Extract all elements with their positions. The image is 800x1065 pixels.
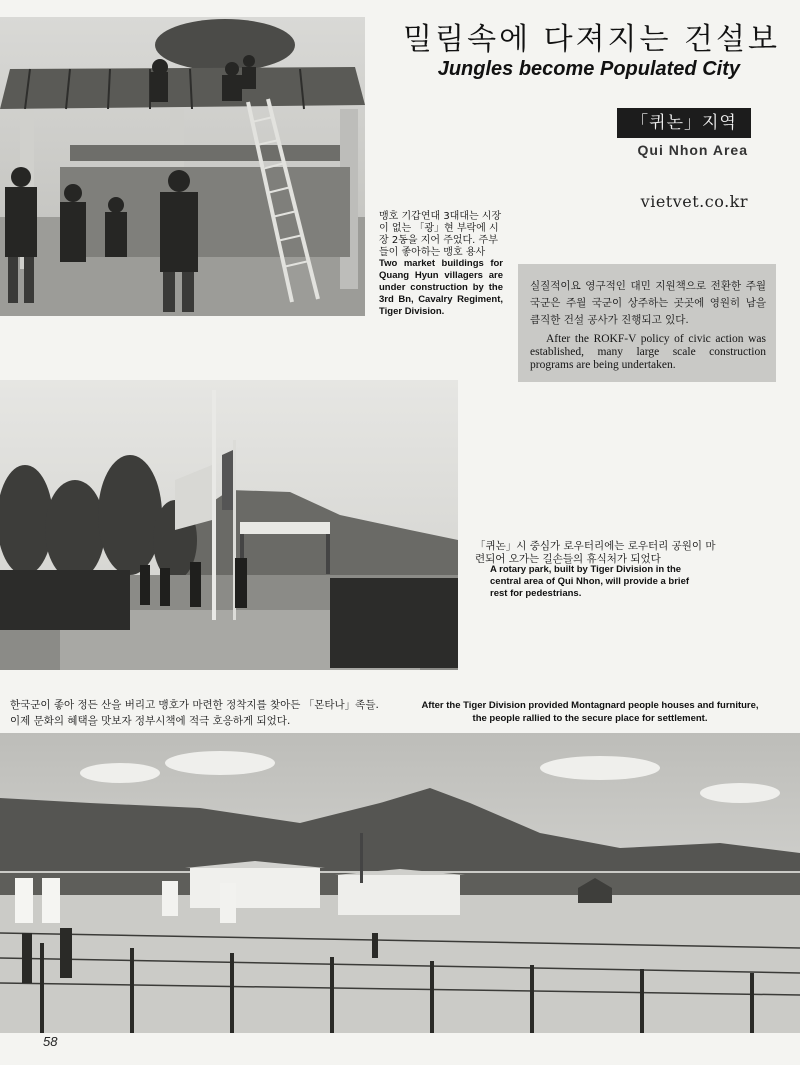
area-subtitle: Qui Nhon Area (637, 142, 748, 158)
caption-market-korean: 맹호 기갑연대 3대대는 시장이 없는 「광」현 부락에 시장 2동을 지어 주었다. 주부들이 좋아하는 맹호 용사 (379, 211, 502, 258)
caption-market-english: Two market buildings for Quang Hyun villagers are under construction by the 3rd Bn, Cavalry Regiment, Tiger Division. (379, 258, 503, 317)
site-watermark: vietvet.co.kr (640, 192, 748, 211)
caption-rotary-korean: 「퀴논」시 중심가 로우터리에는 로우터리 공원이 마련되어 오가는 길손들의 휴식처가 되었다 (475, 540, 716, 565)
photo-rotary-park (0, 380, 458, 670)
caption-settlement-english: After the Tiger Division provided Montagnard people houses and furniture, the people rallied to the secure place for settlement. (421, 700, 759, 724)
photo-market-construction (0, 17, 365, 316)
photo-settlement (0, 733, 800, 1033)
article-title-korean: 밀림속에 다져지는 건설보 (403, 22, 780, 57)
caption-settlement-korean: 한국군이 좋아 정든 산을 버리고 맹호가 마련한 정착지를 찾아든 「몬타나」족들. 이제 문화의 혜택을 맛보자 정부시책에 적극 호응하게 되었다. (10, 699, 379, 727)
article-title-english: Jungles become Populated City (437, 58, 740, 80)
area-badge: 「퀴논」지역 (617, 108, 751, 138)
summary-box (518, 264, 776, 382)
summary-english: After the ROKF-V policy of civic action was established, many large scale construction programs are being undertaken. (530, 333, 766, 371)
caption-rotary-english: A rotary park, built by Tiger Division in the central area of Qui Nhon, will provide a brief rest for pedestrians. (490, 564, 690, 599)
page-number: 58 (43, 1034, 58, 1049)
summary-korean: 실질적이요 영구적인 대민 지원책으로 전환한 주월 국군은 주월 국군이 상주하는 곳곳에 영원히 남을 큼직한 건설 공사가 진행되고 있다. (530, 280, 766, 326)
